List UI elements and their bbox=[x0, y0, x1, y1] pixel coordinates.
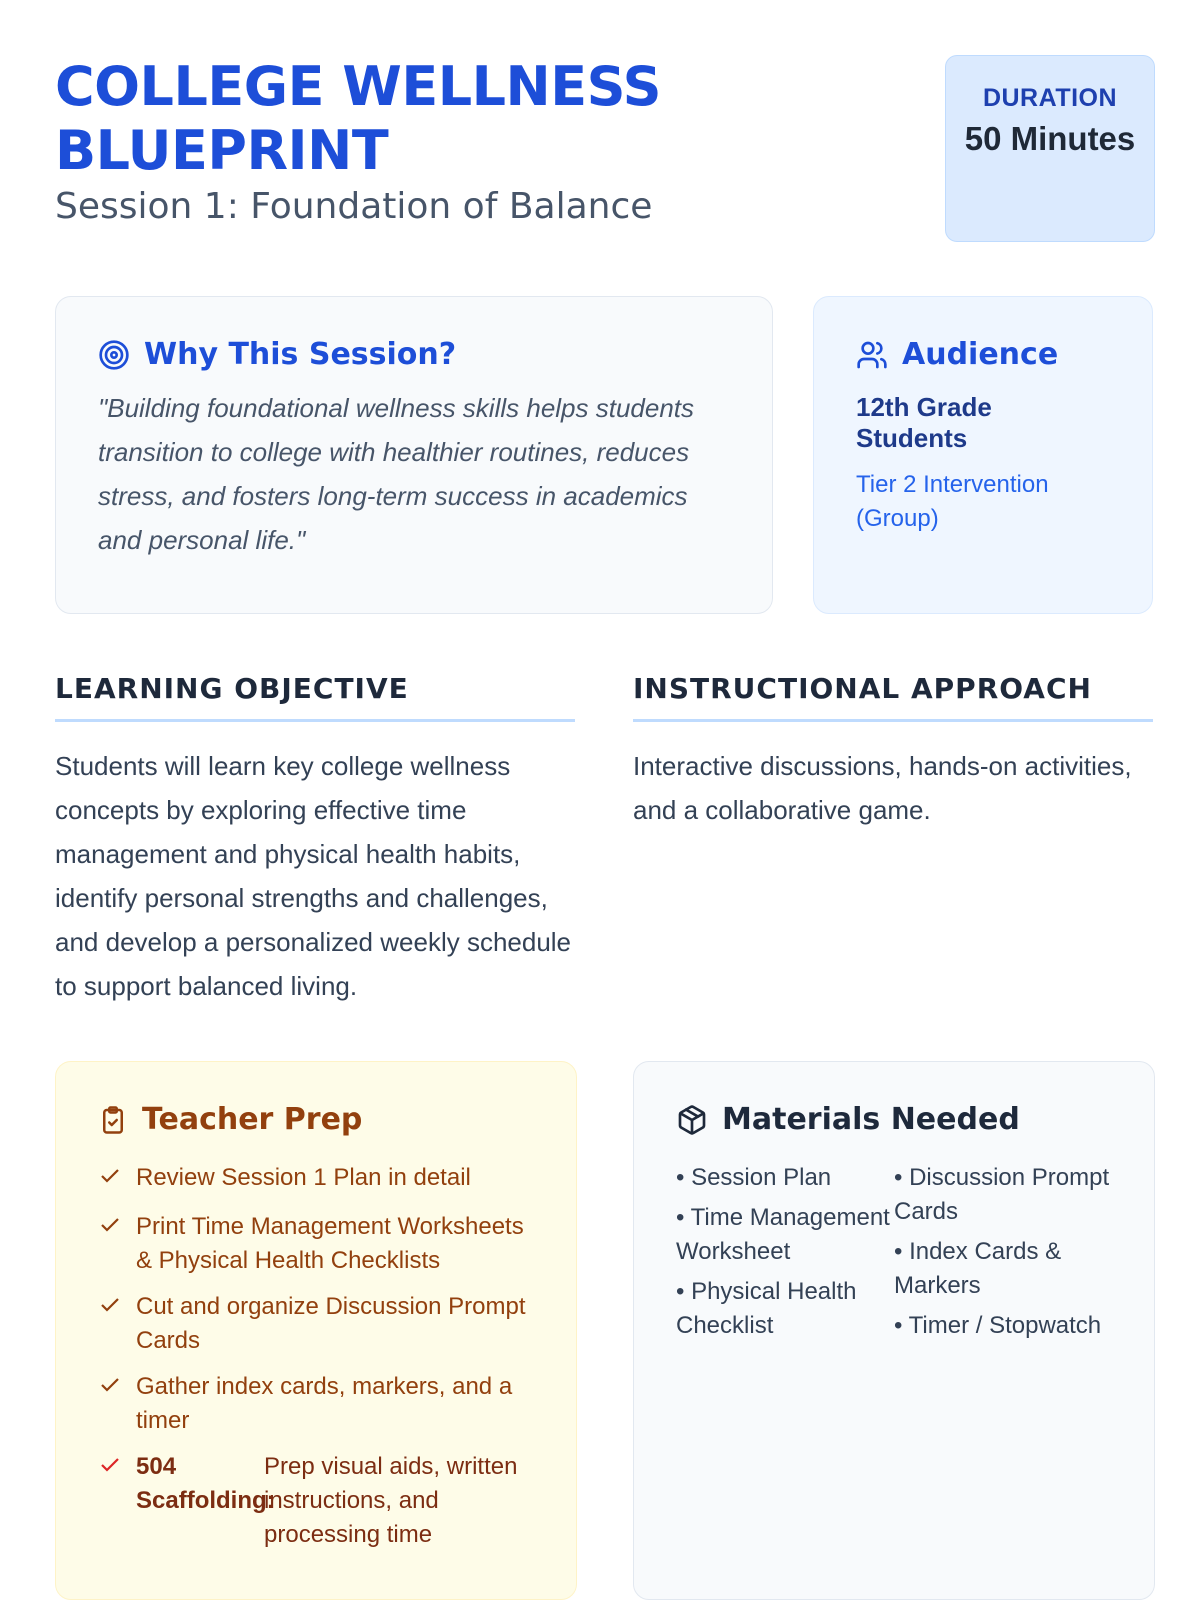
audience-header bbox=[856, 337, 1110, 372]
duration-value: 50 Minutes bbox=[964, 120, 1136, 157]
teacher-prep-card bbox=[55, 1061, 577, 1600]
teacher-prep-heading: Teacher Prep bbox=[142, 1102, 363, 1137]
why-session-heading: Why This Session? bbox=[144, 337, 457, 372]
audience-card bbox=[813, 296, 1153, 614]
prep-item-text: Print Time Management Worksheets & Physical Health Checklists bbox=[136, 1213, 524, 1274]
page-subtitle: Session 1: Foundation of Balance bbox=[55, 186, 653, 227]
why-session-quote: "Building foundational wellness skills helps students transition to college with healthier routines, reduces stress, and fosters long-term success in academics and personal life." bbox=[98, 393, 695, 555]
learning-objective-heading: LEARNING OBJECTIVE bbox=[55, 672, 575, 722]
list-item bbox=[98, 1210, 534, 1278]
materials-grid bbox=[676, 1161, 1112, 1349]
materials-column-right bbox=[894, 1161, 1112, 1349]
why-session-header bbox=[98, 337, 730, 372]
list-item: • Discussion Prompt Cards bbox=[894, 1164, 1110, 1225]
instructional-approach-heading: INSTRUCTIONAL APPROACH bbox=[633, 672, 1153, 722]
check-icon bbox=[98, 1290, 136, 1358]
header bbox=[55, 55, 1155, 245]
scaffolding-item bbox=[98, 1450, 534, 1552]
target-icon bbox=[98, 339, 130, 371]
audience-grade: 12th Grade Students bbox=[856, 392, 992, 453]
learning-objective-section bbox=[55, 672, 575, 1008]
list-item bbox=[98, 1370, 534, 1438]
materials-card bbox=[633, 1061, 1155, 1600]
why-session-card bbox=[55, 296, 773, 614]
users-icon bbox=[856, 339, 888, 371]
materials-column-left bbox=[676, 1161, 894, 1349]
list-item: • Physical Health Checklist bbox=[676, 1278, 857, 1339]
scaffolding-label: 504 Scaffolding: bbox=[136, 1453, 275, 1514]
check-icon bbox=[98, 1161, 136, 1198]
materials-heading: Materials Needed bbox=[722, 1102, 1020, 1137]
instructional-approach-section bbox=[633, 672, 1153, 832]
list-item: • Time Management Worksheet bbox=[676, 1204, 890, 1265]
list-item: • Session Plan bbox=[676, 1164, 832, 1191]
check-icon bbox=[98, 1370, 136, 1438]
prep-item-text: Gather index cards, markers, and a timer bbox=[136, 1373, 513, 1434]
instructional-approach-text: Interactive discussions, hands-on activities, and a collaborative game. bbox=[633, 751, 1132, 825]
prep-item-text: Cut and organize Discussion Prompt Cards bbox=[136, 1293, 526, 1354]
prep-item-text: Review Session 1 Plan in detail bbox=[136, 1164, 471, 1191]
materials-header bbox=[676, 1102, 1112, 1137]
teacher-prep-list bbox=[98, 1161, 534, 1552]
list-item bbox=[98, 1290, 534, 1358]
list-item: • Index Cards & Markers bbox=[894, 1238, 1062, 1299]
audience-heading: Audience bbox=[902, 337, 1059, 372]
scaffolding-text: Prep visual aids, written instructions, and processing time bbox=[264, 1453, 518, 1548]
clipboard-check-icon bbox=[98, 1105, 128, 1135]
teacher-prep-header bbox=[98, 1102, 534, 1137]
audience-tier: Tier 2 Intervention (Group) bbox=[856, 471, 1049, 532]
list-item bbox=[98, 1161, 534, 1198]
check-icon bbox=[98, 1210, 136, 1278]
list-item: • Timer / Stopwatch bbox=[894, 1312, 1102, 1339]
learning-objective-text: Students will learn key college wellness concepts by exploring effective time management and physical health habits, identify personal strengths and challenges, and develop a personalized weekly schedule to support balanced living. bbox=[55, 751, 572, 1001]
page-title: COLLEGE WELLNESS BLUEPRINT bbox=[55, 55, 661, 182]
package-icon bbox=[676, 1104, 708, 1136]
duration-badge bbox=[945, 55, 1155, 242]
duration-label: DURATION bbox=[982, 84, 1118, 112]
check-icon bbox=[98, 1450, 136, 1552]
